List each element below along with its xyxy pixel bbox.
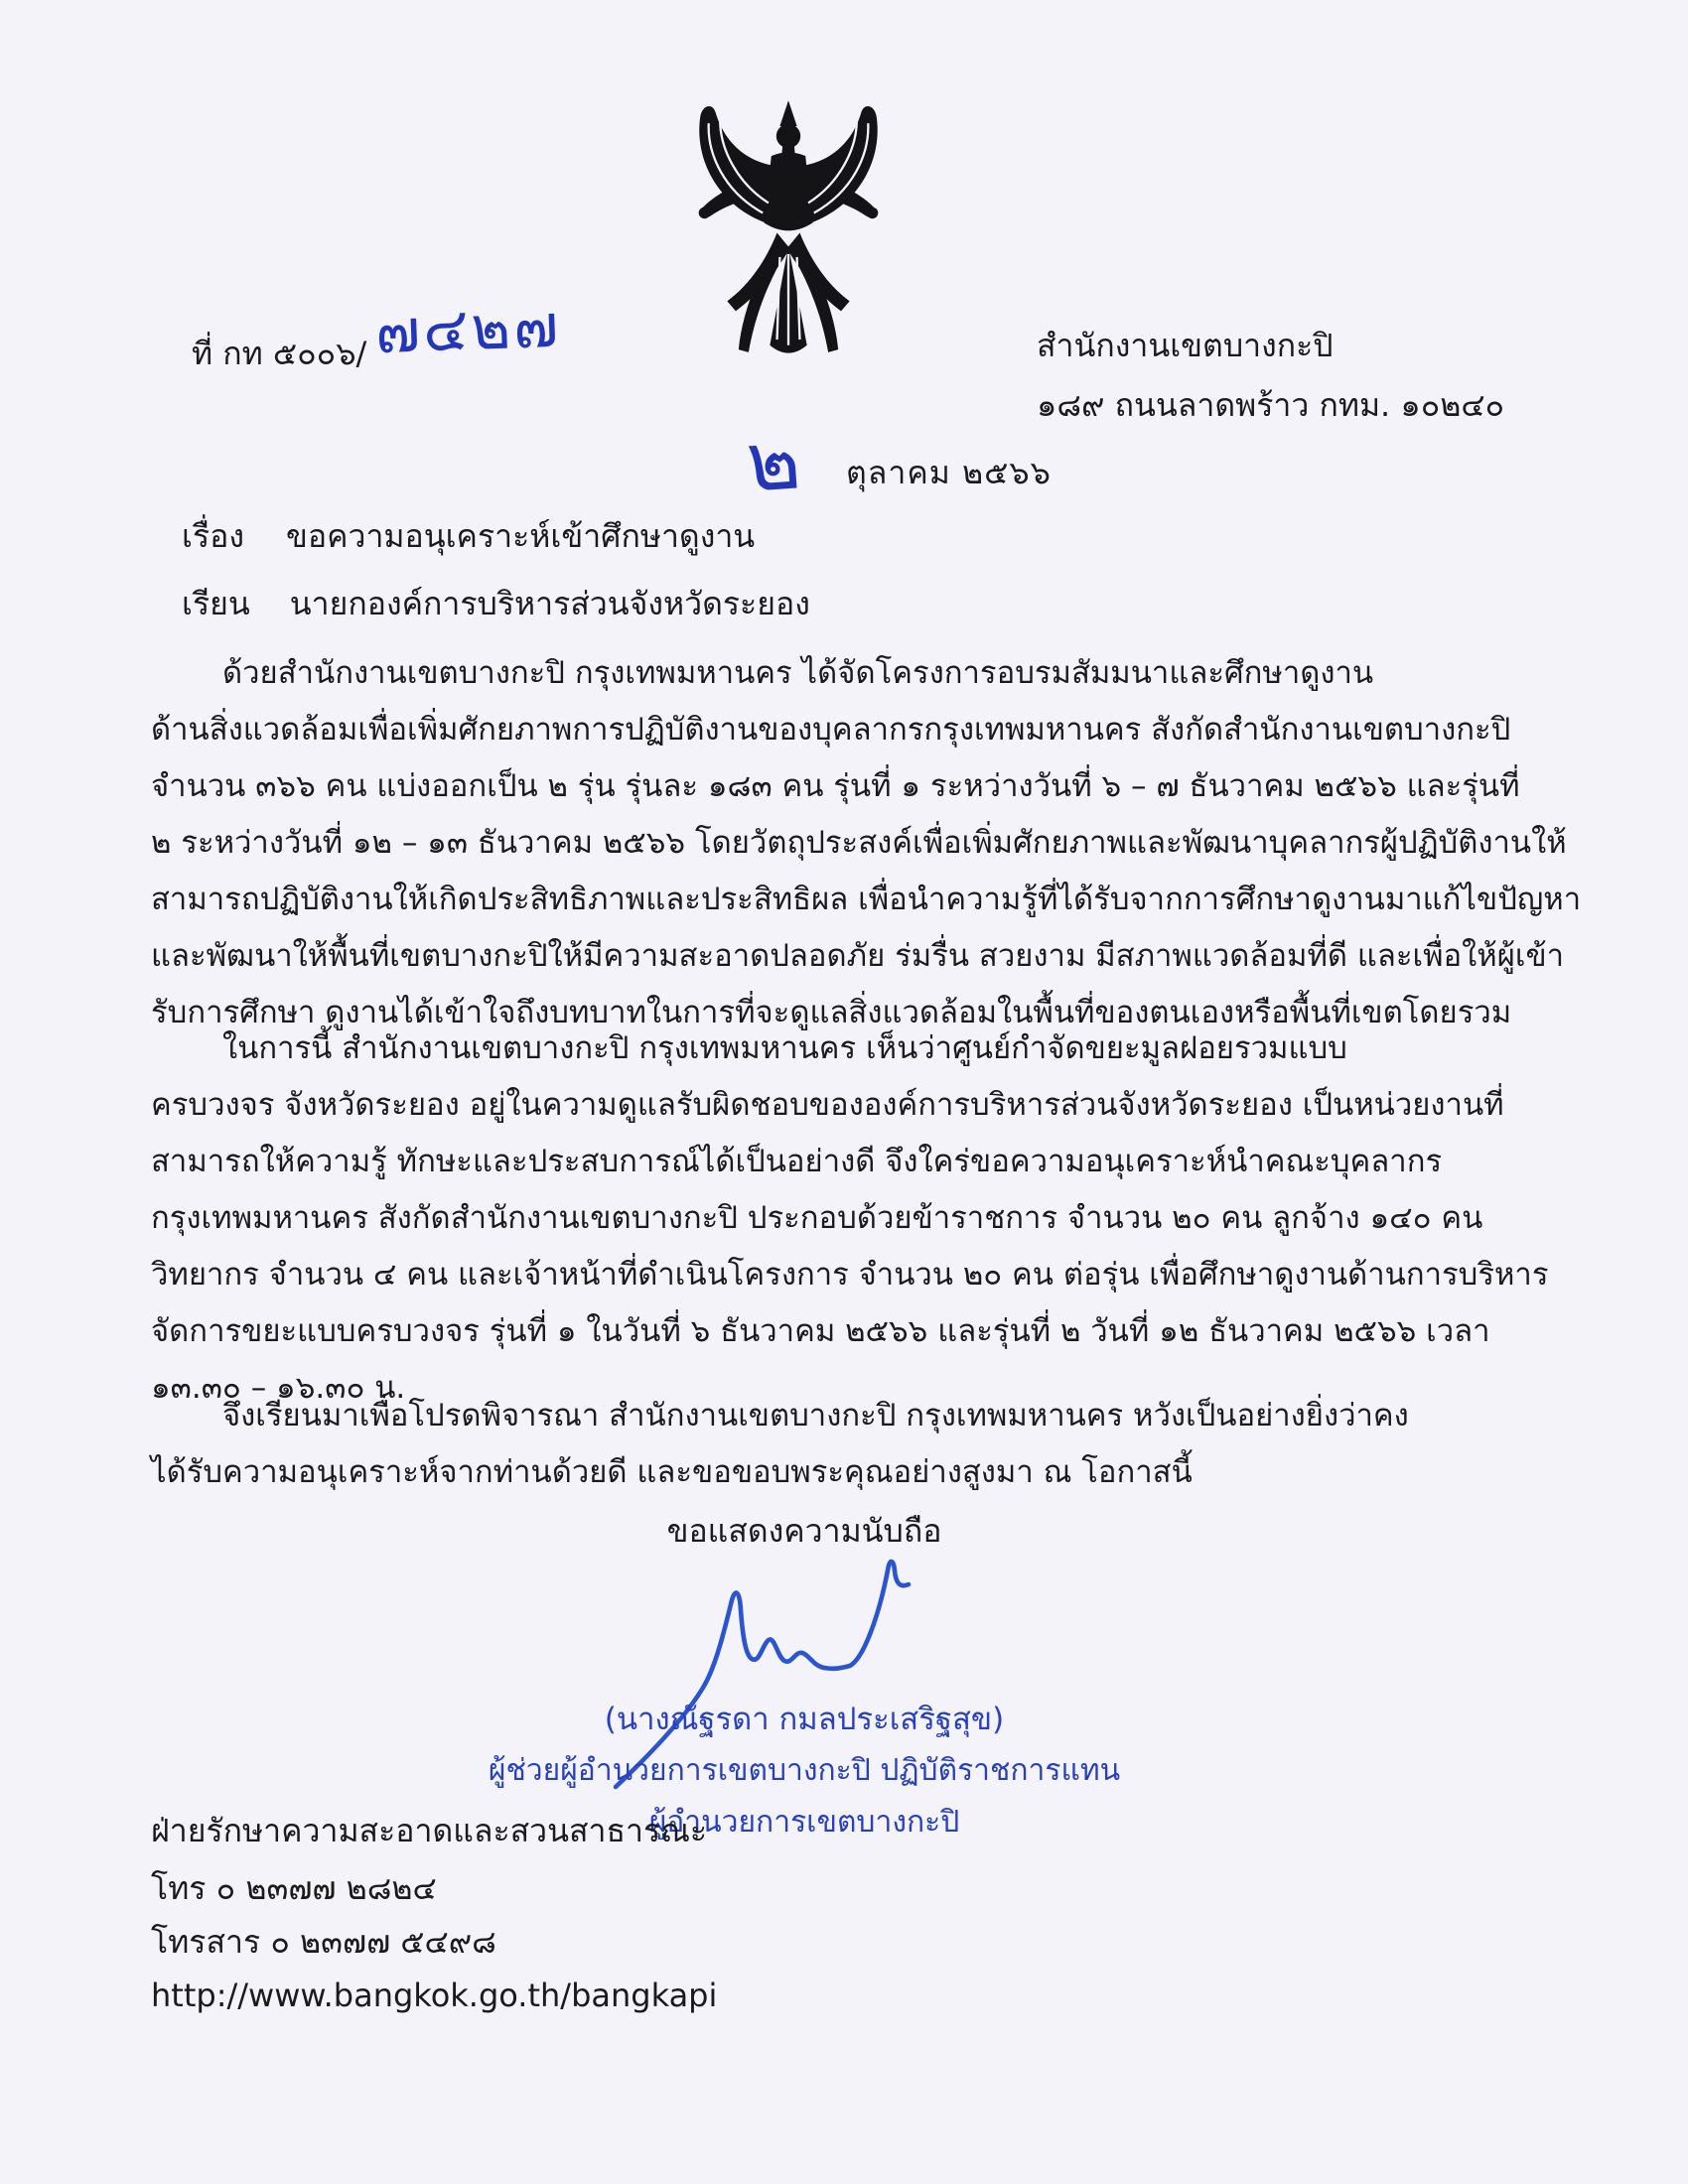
body-line: ๒ ระหว่างวันที่ ๑๒ – ๑๓ ธันวาคม ๒๕๖๖ โดยวัตถุประสงค์เพื่อเพิ่มศักยภาพและพัฒนาบุคลากรผู้ปฏิบัติงานให้ bbox=[151, 825, 1567, 861]
body-line: รับการศึกษา ดูงานได้เข้าใจถึงบทบาทในการที่จะดูแลสิ่งแวดล้อมในพื้นที่ของตนเองหรือพื้นที่เขตโดยรวม bbox=[151, 995, 1512, 1030]
ref-no-handwritten: ๗๔๒๗ bbox=[373, 291, 563, 368]
recipient-text: นายกองค์การบริหารส่วนจังหวัดระยอง bbox=[289, 585, 810, 622]
body-line: จัดการขยะแบบครบวงจร รุ่นที่ ๑ ในวันที่ ๖ ธันวาคม ๒๕๖๖ และรุ่นที่ ๒ วันที่ ๑๒ ธันวาคม ๒๕๖๖ เวลา bbox=[151, 1313, 1490, 1349]
subject-text: ขอความอนุเคราะห์เข้าศึกษาดูงาน bbox=[285, 517, 756, 555]
body-line: ด้านสิ่งแวดล้อมเพื่อเพิ่มศักยภาพการปฏิบัติงานของบุคลากรกรุงเทพมหานคร สังกัดสำนักงานเขตบางกะปิ bbox=[151, 712, 1511, 748]
ref-no-printed: ที่ กท ๕๐๐๖/ bbox=[192, 335, 367, 372]
body-line: สามารถให้ความรู้ ทักษะและประสบการณ์ได้เป็นอย่างดี จึงใคร่ขอความอนุเคราะห์นำคณะบุคลากร bbox=[151, 1144, 1443, 1179]
agency-name: สำนักงานเขตบางกะปิ bbox=[1037, 327, 1334, 364]
body-line: กรุงเทพมหานคร สังกัดสำนักงานเขตบางกะปิ ประกอบด้วยข้าราชการ จำนวน ๒๐ คน ลูกจ้าง ๑๔๐ คน bbox=[151, 1200, 1483, 1236]
footer-department: ฝ่ายรักษาความสะอาดและสวนสาธารณะ bbox=[151, 1812, 708, 1849]
footer-website: http://www.bangkok.go.th/bangkapi bbox=[151, 1977, 718, 2014]
signer-title-2: ผู้อำนวยการเขตบางกะปิ bbox=[648, 1805, 960, 1840]
body-line: ๑๓.๓๐ – ๑๖.๓๐ น. bbox=[151, 1370, 406, 1406]
body-line: ในการนี้ สำนักงานเขตบางกะปิ กรุงเทพมหานคร เห็นว่าศูนย์กำจัดขยะมูลฝอยรวมแบบ bbox=[222, 1030, 1347, 1066]
body-line: ครบวงจร จังหวัดระยอง อยู่ในความดูแลรับผิดชอบขององค์การบริหารส่วนจังหวัดระยอง เป็นหน่วยงานที่ bbox=[151, 1087, 1504, 1123]
recipient-label: เรียน bbox=[182, 585, 250, 622]
signer-title-1: ผู้ช่วยผู้อำนวยการเขตบางกะปิ ปฏิบัติราชการแทน bbox=[488, 1753, 1121, 1788]
date-printed: ตุลาคม ๒๕๖๖ bbox=[846, 454, 1052, 491]
body-line: สามารถปฏิบัติงานให้เกิดประสิทธิภาพและประสิทธิผล เพื่อนำความรู้ที่ได้รับจากการศึกษาดูงานมาแก้ไขปัญหา bbox=[151, 882, 1582, 917]
paragraph-3 bbox=[151, 1388, 1561, 1501]
garuda-emblem-icon bbox=[660, 99, 916, 389]
recipient-line bbox=[182, 584, 810, 623]
body-line: ได้รับความอนุเคราะห์จากท่านด้วยดี และขอขอบพระคุณอย่างสูงมา ณ โอกาสนี้ bbox=[151, 1454, 1193, 1490]
agency-address: ๑๘๙ ถนนลาดพร้าว กทม. ๑๐๒๔๐ bbox=[1037, 386, 1505, 424]
body-line: และพัฒนาให้พื้นที่เขตบางกะปิให้มีความสะอาดปลอดภัย ร่มรื่น สวยงาม มีสภาพแวดล้อมที่ดี และเพื่อให้ผู้เข้า bbox=[151, 938, 1565, 974]
subject-label: เรื่อง bbox=[182, 517, 244, 555]
footer-tel: โทร ๐ ๒๓๗๗ ๒๘๒๔ bbox=[151, 1869, 437, 1907]
signer-name: (นางณัฐรดา กมลประเสริฐสุข) bbox=[604, 1702, 1005, 1737]
body-line: วิทยากร จำนวน ๔ คน และเจ้าหน้าที่ดำเนินโครงการ จำนวน ๒๐ คน ต่อรุ่น เพื่อศึกษาดูงานด้านการบริหาร bbox=[151, 1257, 1549, 1293]
body-line: จำนวน ๓๖๖ คน แบ่งออกเป็น ๒ รุ่น รุ่นละ ๑๘๓ คน รุ่นที่ ๑ ระหว่างวันที่ ๖ – ๗ ธันวาคม ๒๕๖๖ และรุ่นที่ bbox=[151, 768, 1520, 804]
subject-line bbox=[182, 516, 755, 556]
paragraph-1 bbox=[151, 645, 1582, 1041]
body-line: จึงเรียนมาเพื่อโปรดพิจารณา สำนักงานเขตบางกะปิ กรุงเทพมหานคร หวังเป็นอย่างยิ่งว่าคง bbox=[222, 1398, 1409, 1433]
date-handwritten-day: ๒ bbox=[743, 413, 807, 511]
paragraph-2 bbox=[151, 1021, 1561, 1417]
body-line: ด้วยสำนักงานเขตบางกะปิ กรุงเทพมหานคร ได้จัดโครงการอบรมสัมมนาและศึกษาดูงาน bbox=[222, 655, 1374, 691]
footer-fax: โทรสาร ๐ ๒๓๗๗ ๕๔๙๘ bbox=[151, 1923, 496, 1961]
closing-phrase: ขอแสดงความนับถือ bbox=[666, 1512, 942, 1550]
